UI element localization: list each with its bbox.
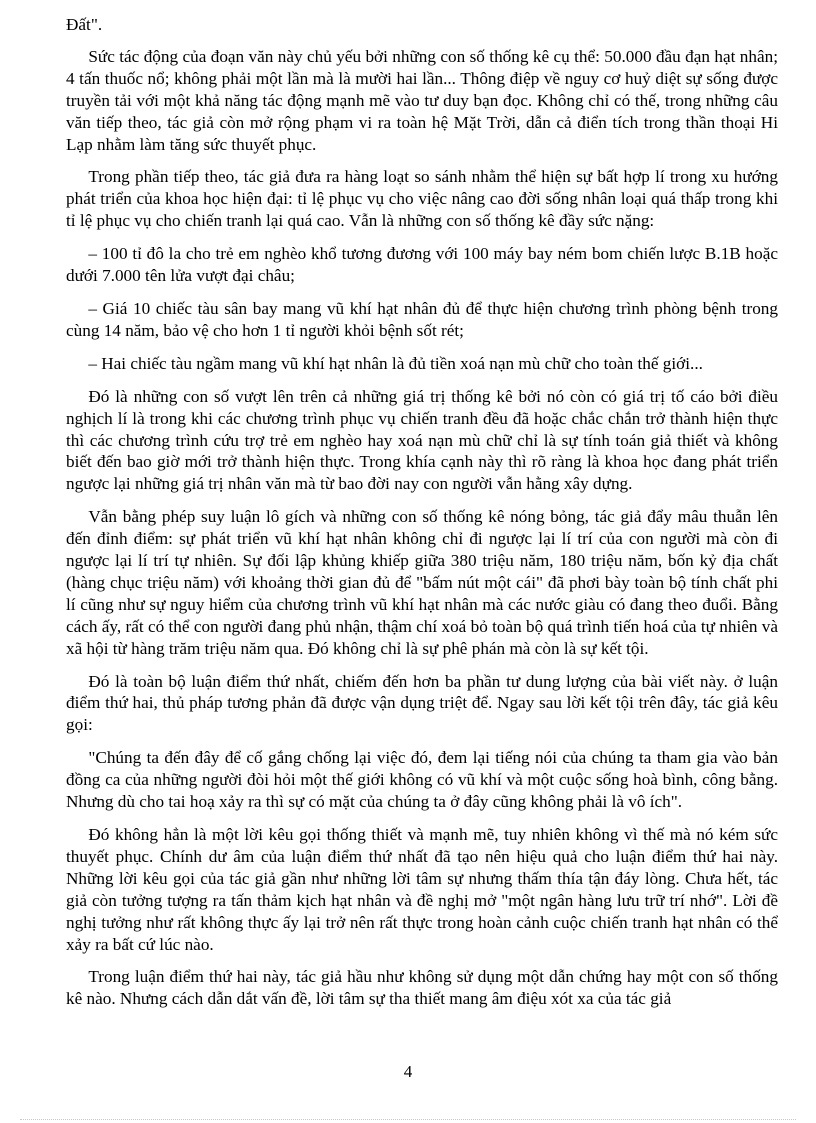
document-body <box>66 14 778 1021</box>
list-item: – 100 tỉ đô la cho trẻ em nghèo khổ tương đương với 100 máy bay ném bom chiến lược B.1B hoặc dưới 7.000 tên lửa vượt đại châu; <box>66 244 778 286</box>
paragraph: Đó là những con số vượt lên trên cả những giá trị thống kê bởi nó còn có giá trị tố cáo bởi điều nghịch lí là trong khi các chương trình phục vụ chiến tranh đều đã hoặc chắc chắn trở thành hiện thực thì các chương trình cứu trợ trẻ em nghèo hay xoá nạn mù chữ chỉ là sự tính toán giả thiết và không biết đến bao giờ mới trở thành hiện thực. Trong khía cạnh này thì rõ ràng là khoa học đang phát triển ngược lại những giá trị nhân văn mà từ bao đời nay con người vẫn hằng xây dựng. <box>66 386 778 494</box>
paragraph: Đó không hẳn là một lời kêu gọi thống thiết và mạnh mẽ, tuy nhiên không vì thế mà nó kém sức thuyết phục. Chính dư âm của luận điểm thứ nhất đã tạo nên hiệu quả cho luận điểm thứ hai này. Những lời kêu gọi của tác giả gần như những lời tâm sự nhưng thấm thía tận đáy lòng. Chưa hết, tác giả còn tưởng tượng ra tấn thảm kịch hạt nhân và đề nghị mở "một ngân hàng lưu trữ trí nhớ". Lời đề nghị tưởng như rất không thực ấy lại trở nên rất thực trong hoàn cảnh cuộc chiến tranh hạt nhân có thể xảy ra bất cứ lúc nào. <box>66 825 778 954</box>
paragraph: Vẫn bằng phép suy luận lô gích và những con số thống kê nóng bỏng, tác giả đẩy mâu thuẫn lên đến đỉnh điểm: sự phát triển vũ khí hạt nhân không chỉ đi ngược lại lí trí của con người mà còn đi ngược lại lí trí tự nhiên. Sự đối lập khủng khiếp giữa 380 triệu năm, 180 triệu năm, bốn kỷ địa chất (hàng chục triệu năm) với khoảng thời gian đủ để "bấm nút một cái" đã phơi bày toàn bộ tính chất phi lí cũng như sự nguy hiểm của chương trình vũ khí hạt nhân mà các nước giàu có đang theo đuổi. Bằng cách ấy, rất có thể con người đang phủ nhận, thậm chí xoá bỏ toàn bộ quá trình tiến hoá của tự nhiên và xã hội từ hàng trăm triệu năm qua. Đó không chỉ là sự phê phán mà còn là sự kết tội. <box>66 507 778 658</box>
list-item: – Hai chiếc tàu ngầm mang vũ khí hạt nhân là đủ tiền xoá nạn mù chữ cho toàn thế giới... <box>88 353 703 373</box>
paragraph: Đất". <box>66 15 103 34</box>
page-bottom-divider <box>20 1119 796 1120</box>
list-item: – Giá 10 chiếc tàu sân bay mang vũ khí hạt nhân đủ để thực hiện chương trình phòng bệnh trong cùng 14 năm, bảo vệ cho hơn 1 tỉ người khỏi bệnh sốt rét; <box>66 298 778 340</box>
paragraph: Trong luận điểm thứ hai này, tác giả hầu như không sử dụng một dẫn chứng hay một con số thống kê nào. Nhưng cách dẫn dắt vấn đề, lời tâm sự tha thiết mang âm điệu xót xa của tác giả <box>66 967 778 1009</box>
page-number: 4 <box>403 1062 413 1081</box>
paragraph: Sức tác động của đoạn văn này chủ yếu bởi những con số thống kê cụ thể: 50.000 đầu đạn hạt nhân; 4 tấn thuốc nổ; không phải một lần mà là mười hai lần... Thông điệp về nguy cơ huỷ diệt sự sống được truyền tải với một khả năng tác động mạnh mẽ vào tư duy bạn đọc. Không chỉ có thế, trong những câu văn tiếp theo, tác giả còn mở rộng phạm vi ra toàn hệ Mặt Trời, dẫn cả điển tích trong thần thoại Hi Lạp nhằm làm tăng sức thuyết phục. <box>66 46 778 154</box>
quote-paragraph: "Chúng ta đến đây để cố gắng chống lại việc đó, đem lại tiếng nói của chúng ta tham gia vào bản đồng ca của những người đòi hỏi một thế giới không có vũ khí và một cuộc sống hoà bình, công bằng. Nhưng dù cho tai hoạ xảy ra thì sự có mặt của chúng ta ở đây cũng không phải là vô ích". <box>66 748 778 812</box>
paragraph: Đó là toàn bộ luận điểm thứ nhất, chiếm đến hơn ba phần tư dung lượng của bài viết này. ở luận điểm thứ hai, thủ pháp tương phản đã được vận dụng triệt để. Ngay sau lời kết tội trên đây, tác giả kêu gọi: <box>66 671 778 735</box>
paragraph: Trong phần tiếp theo, tác giả đưa ra hàng loạt so sánh nhằm thể hiện sự bất hợp lí trong xu hướng phát triển của khoa học hiện đại: tỉ lệ phục vụ cho việc nâng cao đời sống nhân loại quá thấp trong khi tỉ lệ phục vụ cho chiến tranh lại quá cao. Vẫn là những con số thống kê đầy sức nặng: <box>66 167 778 231</box>
